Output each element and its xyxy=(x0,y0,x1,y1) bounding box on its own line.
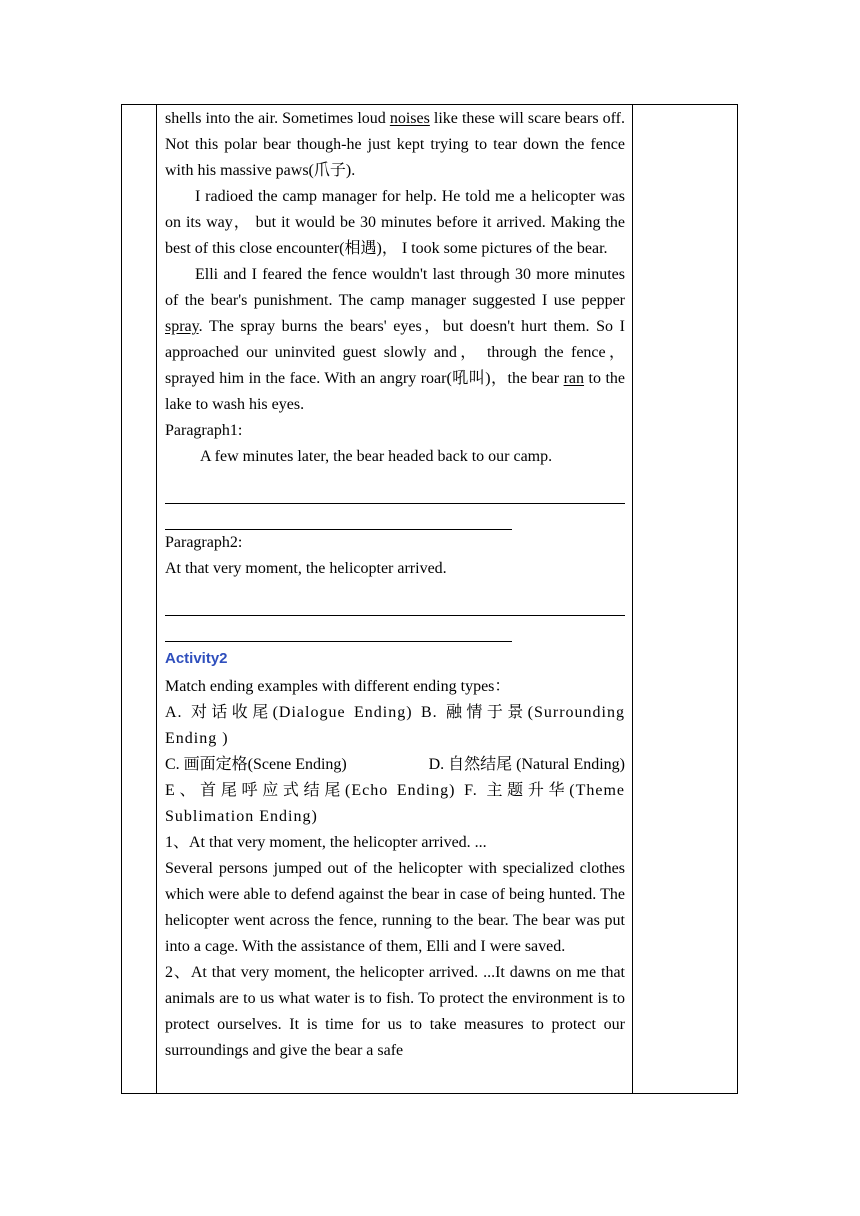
column-divider-right xyxy=(632,105,633,1093)
underlined-word-noises: noises xyxy=(389,110,430,127)
activity2-instruction: Match ending examples with different ending types： xyxy=(165,678,511,695)
story-text: Elli and I feared the fence wouldn't last through 30 more minutes of the bear's punishment. The camp manager suggested I use pepper xyxy=(165,266,625,309)
activity2-heading: Activity2 xyxy=(165,650,228,667)
ending-type-c: C. 画面定格(Scene Ending) xyxy=(165,756,347,773)
story-text: like these will scare bears off. Not this polar bear though-he just kept trying to tear down the fence with his massive paws(爪子). xyxy=(165,110,625,179)
story-text: to the lake to wash his eyes. xyxy=(165,370,625,413)
answer-line[interactable] xyxy=(165,590,625,616)
ending-type-d: D. 自然结尾 (Natural Ending) xyxy=(428,756,625,773)
example-1-body: Several persons jumped out of the helicopter with specialized clothes which were able to defend against the bear in case of being hunted. The helicopter went across the fence, running to the bear. The bear was put into a cage. With the assistance of them, Elli and I were saved. xyxy=(165,860,625,955)
story-paragraph-1 xyxy=(165,106,625,184)
example-2: 2、At that very moment, the helicopter arrived. ...It dawns on me that animals are to us what water is to fish. To protect the environment is to protect ourselves. It is time for us to take measures to protect our surroundings and give the bear a safe xyxy=(165,964,625,1059)
paragraph2-label: Paragraph2: xyxy=(165,534,243,551)
worksheet-table xyxy=(121,104,738,1094)
underlined-word-spray: spray xyxy=(165,318,199,335)
example-1-heading: 1、At that very moment, the helicopter arrived. ... xyxy=(165,834,487,851)
story-text: shells into the air. Sometimes loud xyxy=(165,110,390,127)
ending-types-line-2 xyxy=(165,752,625,778)
story-paragraph-2: I radioed the camp manager for help. He told me a helicopter was on its way， but it would be 30 minutes before it arrived. Making the best of this close encounter(相遇)， I took some pictures of the bear. xyxy=(165,188,625,257)
paragraph1-label: Paragraph1: xyxy=(165,422,243,439)
story-text: . The spray burns the bears' eyes，but doesn't hurt them. So I approached our uninvited guest slowly and， through the fence，sprayed him in the face. With an angry roar(吼叫)，the bear xyxy=(165,318,625,387)
content-cell xyxy=(165,105,625,1064)
ending-types-line-1: A. 对话收尾(Dialogue Ending) B. 融情于景(Surrounding Ending ) xyxy=(165,704,625,747)
story-paragraph-3 xyxy=(165,262,625,418)
answer-line[interactable] xyxy=(165,616,512,642)
column-divider-left xyxy=(156,105,157,1093)
paragraph2-opening: At that very moment, the helicopter arrived. xyxy=(165,560,447,577)
underlined-word-ran: ran xyxy=(563,370,585,387)
answer-line[interactable] xyxy=(165,504,512,530)
paragraph1-opening: A few minutes later, the bear headed back to our camp. xyxy=(200,448,553,465)
answer-line[interactable] xyxy=(165,478,625,504)
ending-types-line-3: E、首尾呼应式结尾(Echo Ending) F. 主题升华(Theme Sublimation Ending) xyxy=(165,782,625,825)
